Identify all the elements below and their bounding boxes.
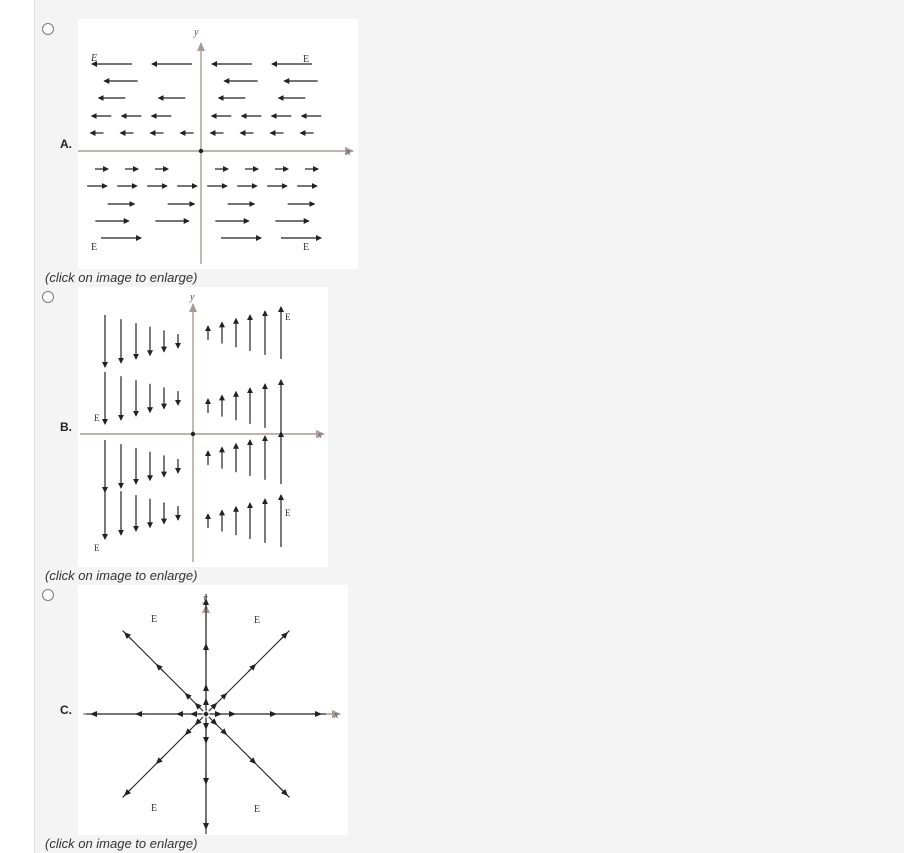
- field-arrow-c: [185, 731, 189, 735]
- y-axis-label-b: y: [190, 292, 195, 303]
- field-diagram-a-svg: [78, 19, 358, 269]
- field-label-c-3: E: [151, 803, 158, 814]
- radio-option-a[interactable]: [42, 23, 54, 35]
- y-axis-label-c: y: [203, 593, 208, 604]
- option-label-c: C.: [60, 703, 72, 717]
- field-arrow-c: [280, 788, 287, 795]
- field-arrow-c: [280, 633, 287, 640]
- field-arrow-c: [195, 721, 199, 725]
- field-diagram-a[interactable]: [78, 19, 358, 269]
- field-arrow-c: [213, 721, 217, 725]
- x-axis-label-c: x: [334, 710, 339, 721]
- option-label-a: A.: [60, 137, 72, 151]
- field-label-c-1: E: [151, 614, 158, 625]
- field-arrow-c: [157, 756, 164, 763]
- field-label-a-3: E: [91, 242, 98, 253]
- origin-dot-a: [199, 149, 203, 153]
- field-arrow-c: [223, 731, 227, 735]
- field-label-a-2: E: [303, 54, 310, 65]
- field-arrow-c: [223, 693, 227, 697]
- x-axis-label-a: x: [346, 147, 351, 158]
- radio-option-c[interactable]: [42, 589, 54, 601]
- field-arrow-c: [195, 703, 199, 707]
- x-axis-label-b: x: [318, 430, 322, 440]
- option-label-b: B.: [60, 420, 72, 434]
- field-label-b-4: E: [285, 508, 291, 518]
- caption-a: (click on image to enlarge): [45, 270, 198, 285]
- origin-dot-b: [191, 432, 195, 436]
- field-label-a-1: E: [91, 53, 98, 64]
- field-label-b-3: E: [285, 312, 291, 322]
- left-margin: [0, 0, 35, 853]
- field-label-b-1: E: [94, 413, 100, 423]
- caption-b: (click on image to enlarge): [45, 568, 198, 583]
- field-label-b-2: E: [94, 543, 100, 553]
- field-arrow-c: [125, 788, 132, 795]
- field-arrow-c: [125, 633, 132, 640]
- field-label-c-4: E: [254, 804, 261, 815]
- field-diagram-c[interactable]: [78, 585, 348, 835]
- field-arrow-c: [157, 665, 164, 672]
- field-label-c-2: E: [254, 615, 261, 626]
- field-arrow-c: [248, 665, 255, 672]
- field-label-a-4: E: [303, 242, 310, 253]
- field-arrow-c: [185, 693, 189, 697]
- field-arrow-c: [213, 703, 217, 707]
- radio-option-b[interactable]: [42, 291, 54, 303]
- origin-dot-c: [204, 712, 208, 716]
- field-diagram-c-svg: [78, 585, 348, 835]
- field-arrow-c: [248, 756, 255, 763]
- field-diagram-b-svg: [78, 287, 328, 567]
- y-axis-label-a: y: [194, 27, 199, 38]
- field-diagram-b[interactable]: [78, 287, 328, 567]
- caption-c: (click on image to enlarge): [45, 836, 198, 851]
